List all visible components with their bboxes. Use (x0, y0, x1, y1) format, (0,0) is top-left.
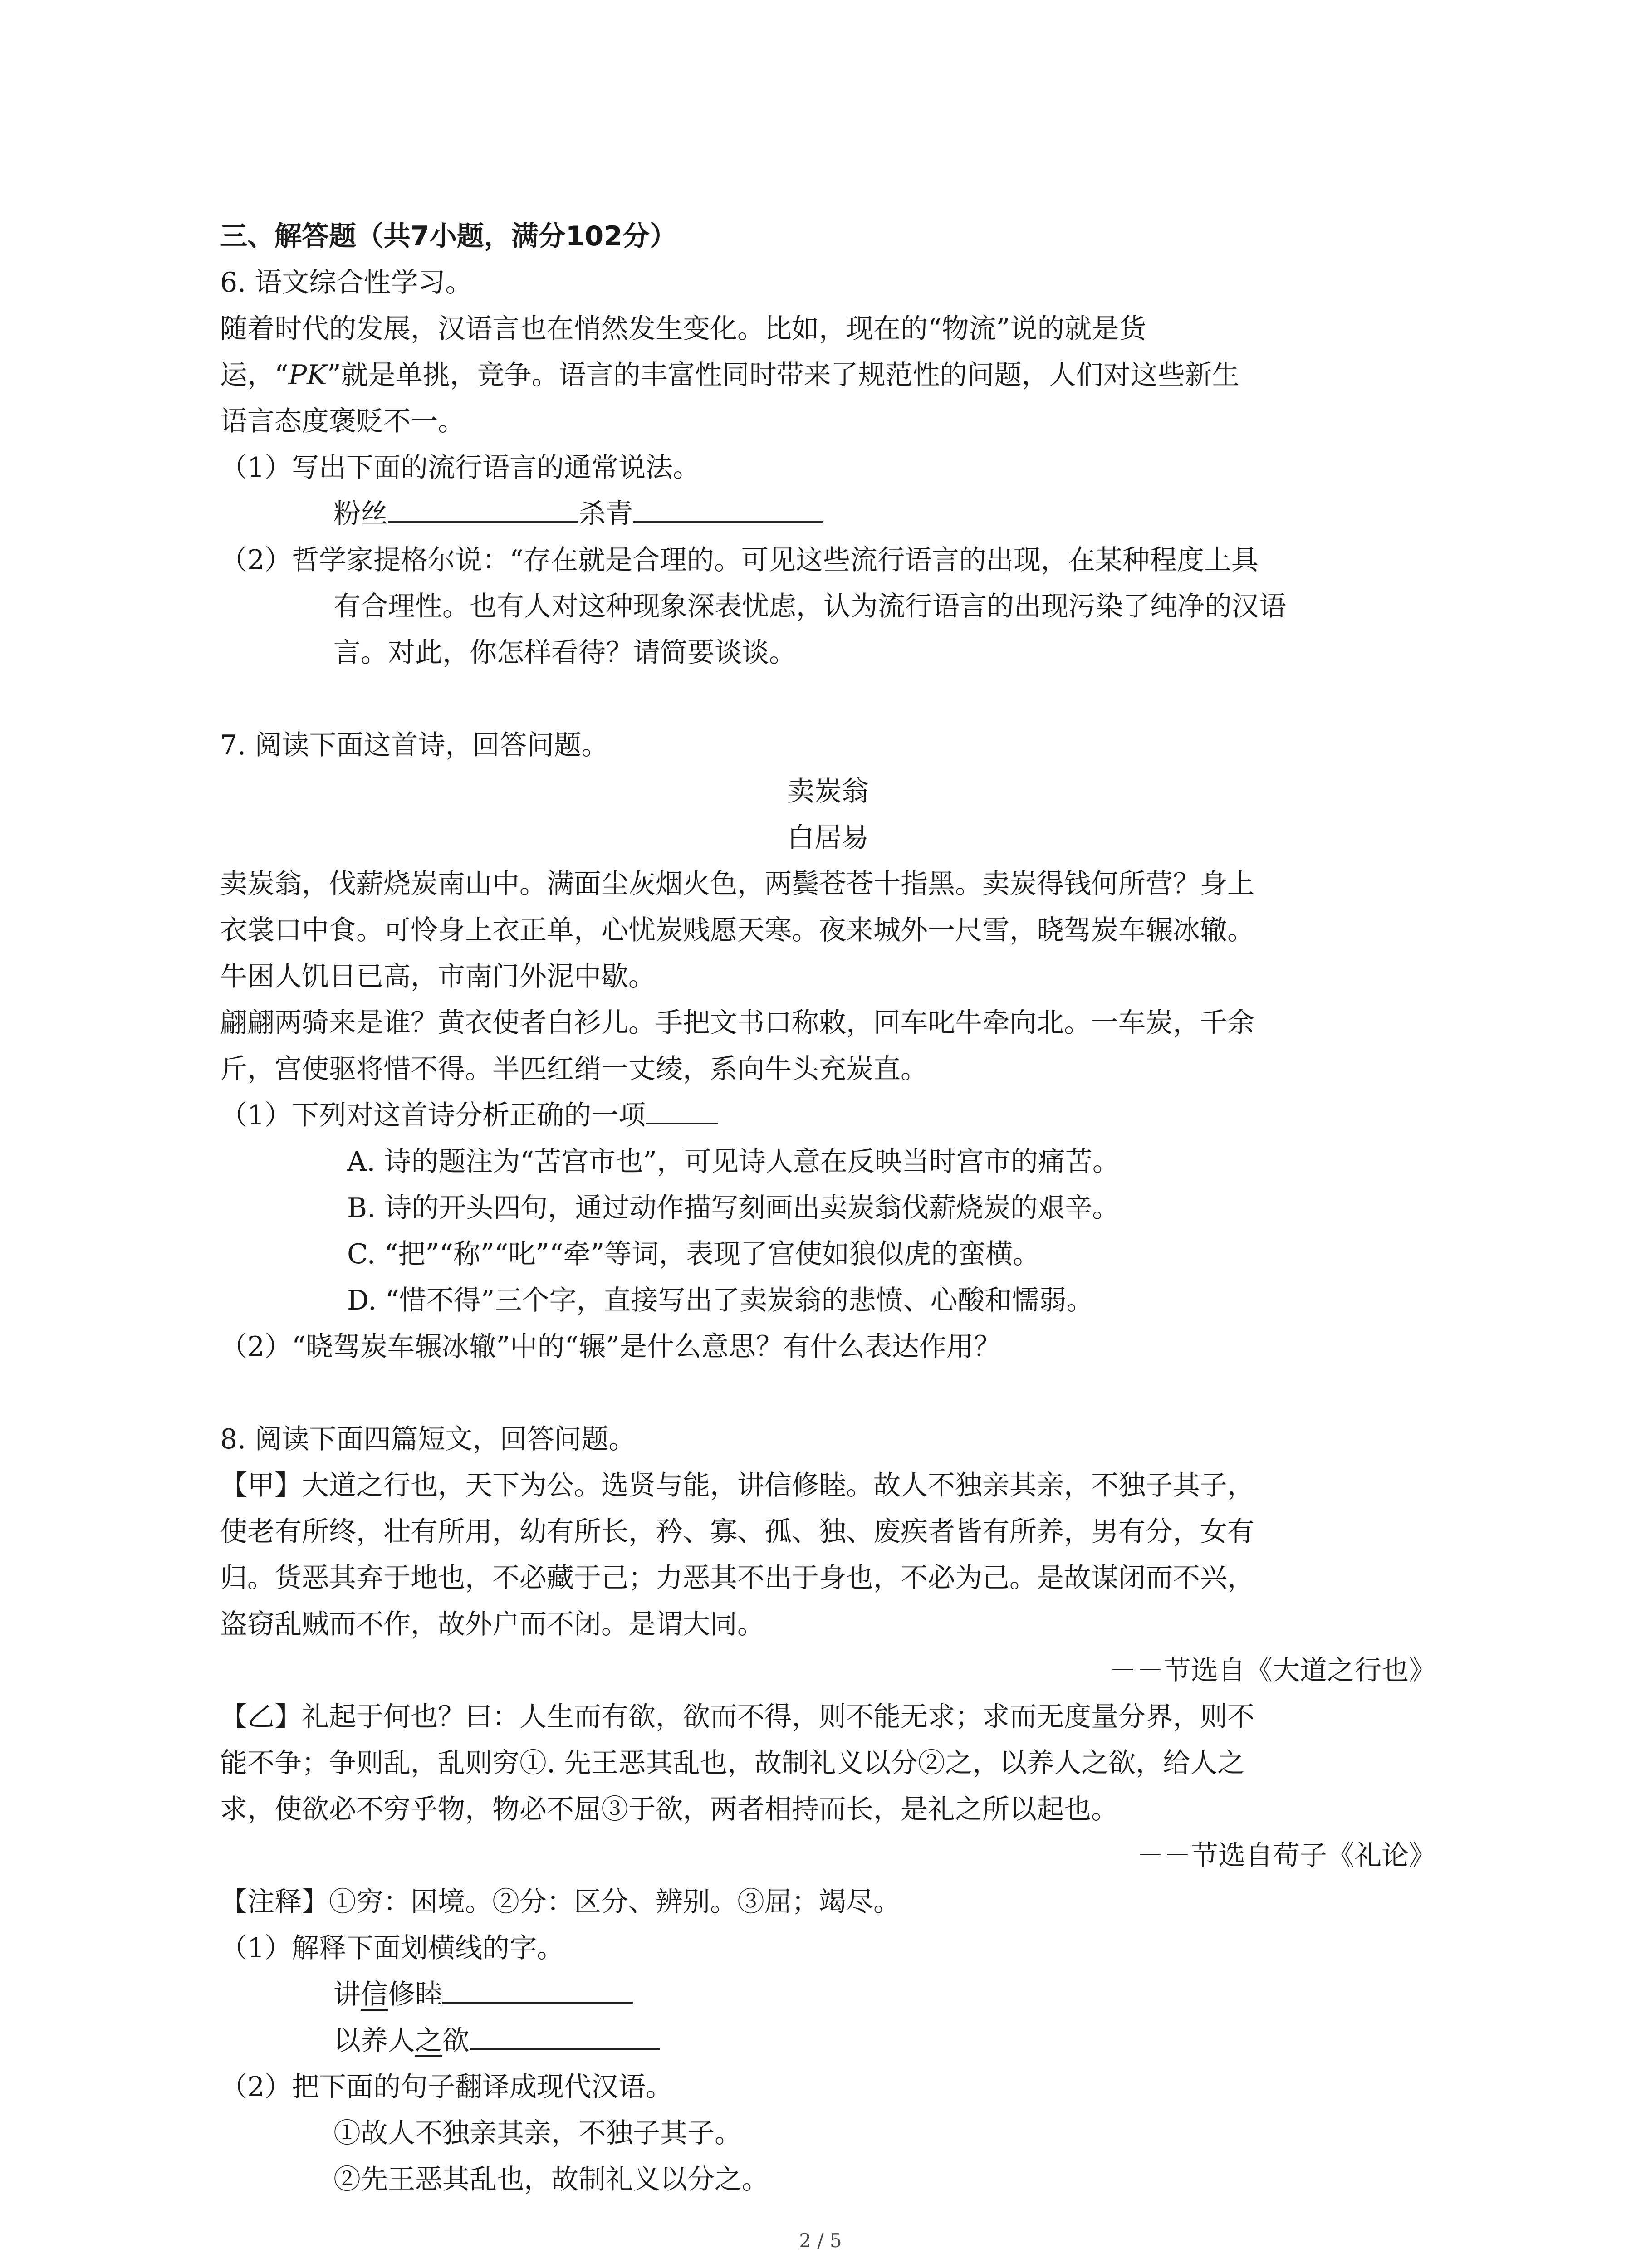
spacer (220, 1370, 1436, 1416)
q6-intro-text: 语言态度褒贬不一。 (220, 406, 465, 437)
q6-intro-text: 运，“ (220, 359, 289, 391)
yi-line (220, 1786, 1436, 1833)
jia-line: 使老有所终，壮有所用，幼有所长，矜、寡、孤、独、废疾者皆有所养，男有分，女有 (220, 1516, 1254, 1548)
page-content (220, 213, 1436, 2203)
item-text: 欲 (442, 2025, 470, 2057)
option-a[interactable]: A. 诗的题注为“苦宫市也”，可见诗人意在反映当时宫市的痛苦。 (347, 1146, 1120, 1178)
note-marker: ② (918, 1747, 945, 1779)
option-c[interactable]: C. “把”“称”“叱”“牵”等词，表现了宫使如狼似虎的蛮横。 (347, 1238, 1040, 1270)
q8-sub2-item: ①故人不独亲其亲，不独子其子。 (333, 2117, 742, 2149)
item-text: 以养人 (333, 2025, 415, 2057)
option-d[interactable]: D. “惜不得”三个字，直接写出了卖炭翁的悲愤、心酸和懦弱。 (347, 1285, 1094, 1316)
q6-sub1 (220, 445, 1436, 491)
q8-sub1-item (220, 1971, 1436, 2018)
q7-sub1 (220, 1092, 1436, 1139)
yi-text: . 先王恶其乱也，故制礼义以分 (547, 1747, 918, 1779)
poem-line: 翩翩两骑来是谁？黄衣使者白衫儿。手把文书口称敕，回车叱牛牵向北。一车炭，千余 (220, 1007, 1254, 1039)
underlined-char: 信 (361, 1979, 388, 2010)
jia-line: 盗窃乱贼而不作，故外户而不闭。是谓大同。 (220, 1608, 764, 1640)
section-title: 三、解答题（共7小题，满分102分） (220, 220, 677, 252)
note-marker: ① (519, 1747, 547, 1779)
q6-intro-line (220, 398, 1436, 445)
q7-sub2: （2）“晓驾炭车辗冰辙”中的“辗”是什么意思？有什么表达作用？ (220, 1331, 1001, 1363)
spacer (220, 676, 1436, 722)
q6-intro-text: ”就是单挑，竞争。语言的丰富性同时带来了规范性的问题，人们对这些新生 (327, 359, 1239, 391)
q6-item-label: 杀青 (578, 498, 633, 530)
q8-sub1-item (220, 2018, 1436, 2064)
q6-title: 6. 语文综合性学习。 (220, 267, 473, 298)
yi-text: 能不争；争则乱，乱则穷 (220, 1747, 519, 1779)
q7-sub1-text: （1）下列对这首诗分析正确的一项 (220, 1100, 646, 1131)
poem-author: 白居易 (787, 822, 869, 854)
q6-intro-text: 随着时代的发展，汉语言也在悄然发生变化。比如，现在的“物流”说的就是货 (220, 313, 1146, 345)
poem-line: 衣裳口中食。可怜身上衣正单，心忧炭贱愿天寒。夜来城外一尺雪，晓驾炭车辗冰辙。 (220, 914, 1254, 946)
q6-item-label: 粉丝 (333, 498, 388, 530)
jia-line: 【甲】大道之行也，天下为公。选贤与能，讲信修睦。故人不独亲其亲，不独子其子， (220, 1470, 1254, 1501)
jia-source: －－节选自《大道之行也》 (1109, 1655, 1436, 1686)
poem-title: 卖炭翁 (787, 776, 869, 807)
q8-sub2-item: ②先王恶其乱也，故制礼义以分之。 (333, 2164, 769, 2195)
yi-source: －－节选自荀子《礼论》 (1136, 1840, 1436, 1872)
q8-sub2: （2）把下面的句子翻译成现代汉语。 (220, 2071, 673, 2103)
notes: 【注释】①穷：困境。②分：区分、辨别。③屈；竭尽。 (220, 1886, 901, 1918)
q6-intro-line (220, 352, 1436, 398)
yi-text: 求，使欲必不穷乎物，物必不屈 (220, 1794, 601, 1825)
answer-blank[interactable] (388, 521, 578, 523)
q6-pk-term: PK (288, 359, 327, 391)
poem-line: 牛困人饥日已高，市南门外泥中歇。 (220, 961, 656, 992)
item-text: 修睦 (388, 1979, 442, 2010)
q6-sub1-answer-row (220, 491, 1436, 537)
q6-sub2-line: 有合理性。也有人对这种现象深表忧虑，认为流行语言的出现污染了纯净的汉语 (333, 591, 1286, 622)
answer-blank[interactable] (470, 2048, 660, 2050)
poem-line: 斤，宫使驱将惜不得。半匹红绡一丈绫，系向牛头充炭直。 (220, 1053, 928, 1085)
q8-title: 8. 阅读下面四篇短文，回答问题。 (220, 1423, 636, 1455)
q6-sub2-line: （2）哲学家提格尔说：“存在就是合理的。可见这些流行语言的出现，在某种程度上具 (220, 544, 1259, 576)
note-marker: ③ (601, 1794, 628, 1825)
yi-text: 之，以养人之欲，给人之 (945, 1747, 1245, 1779)
item-text: 讲 (333, 1979, 361, 2010)
answer-blank[interactable] (646, 1122, 718, 1124)
q6-sub2-line: 言。对此，你怎样看待？请简要谈谈。 (333, 637, 796, 669)
yi-line (220, 1740, 1436, 1786)
option-b[interactable]: B. 诗的开头四句，通过动作描写刻画出卖炭翁伐薪烧炭的艰辛。 (347, 1192, 1120, 1224)
jia-line: 归。货恶其弃于地也，不必藏于己；力恶其不出于身也，不必为己。是故谋闭而不兴， (220, 1562, 1254, 1594)
underlined-char: 之 (415, 2025, 442, 2057)
answer-blank[interactable] (442, 2001, 633, 2004)
page-number: 2 / 5 (799, 2229, 842, 2252)
q6-intro-line (220, 306, 1436, 352)
yi-text: 于欲，两者相持而长，是礼之所以起也。 (628, 1794, 1118, 1825)
poem-line: 卖炭翁，伐薪烧炭南山中。满面尘灰烟火色，两鬓苍苍十指黑。卖炭得钱何所营？身上 (220, 868, 1254, 900)
q8-sub1: （1）解释下面划横线的字。 (220, 1932, 564, 1964)
yi-line: 【乙】礼起于何也？曰：人生而有欲，欲而不得，则不能无求；求而无度量分界，则不 (220, 1701, 1254, 1733)
answer-blank[interactable] (633, 521, 823, 523)
q7-title: 7. 阅读下面这首诗，回答问题。 (220, 729, 609, 761)
q6-sub1-text: （1）写出下面的流行语言的通常说法。 (220, 452, 700, 484)
